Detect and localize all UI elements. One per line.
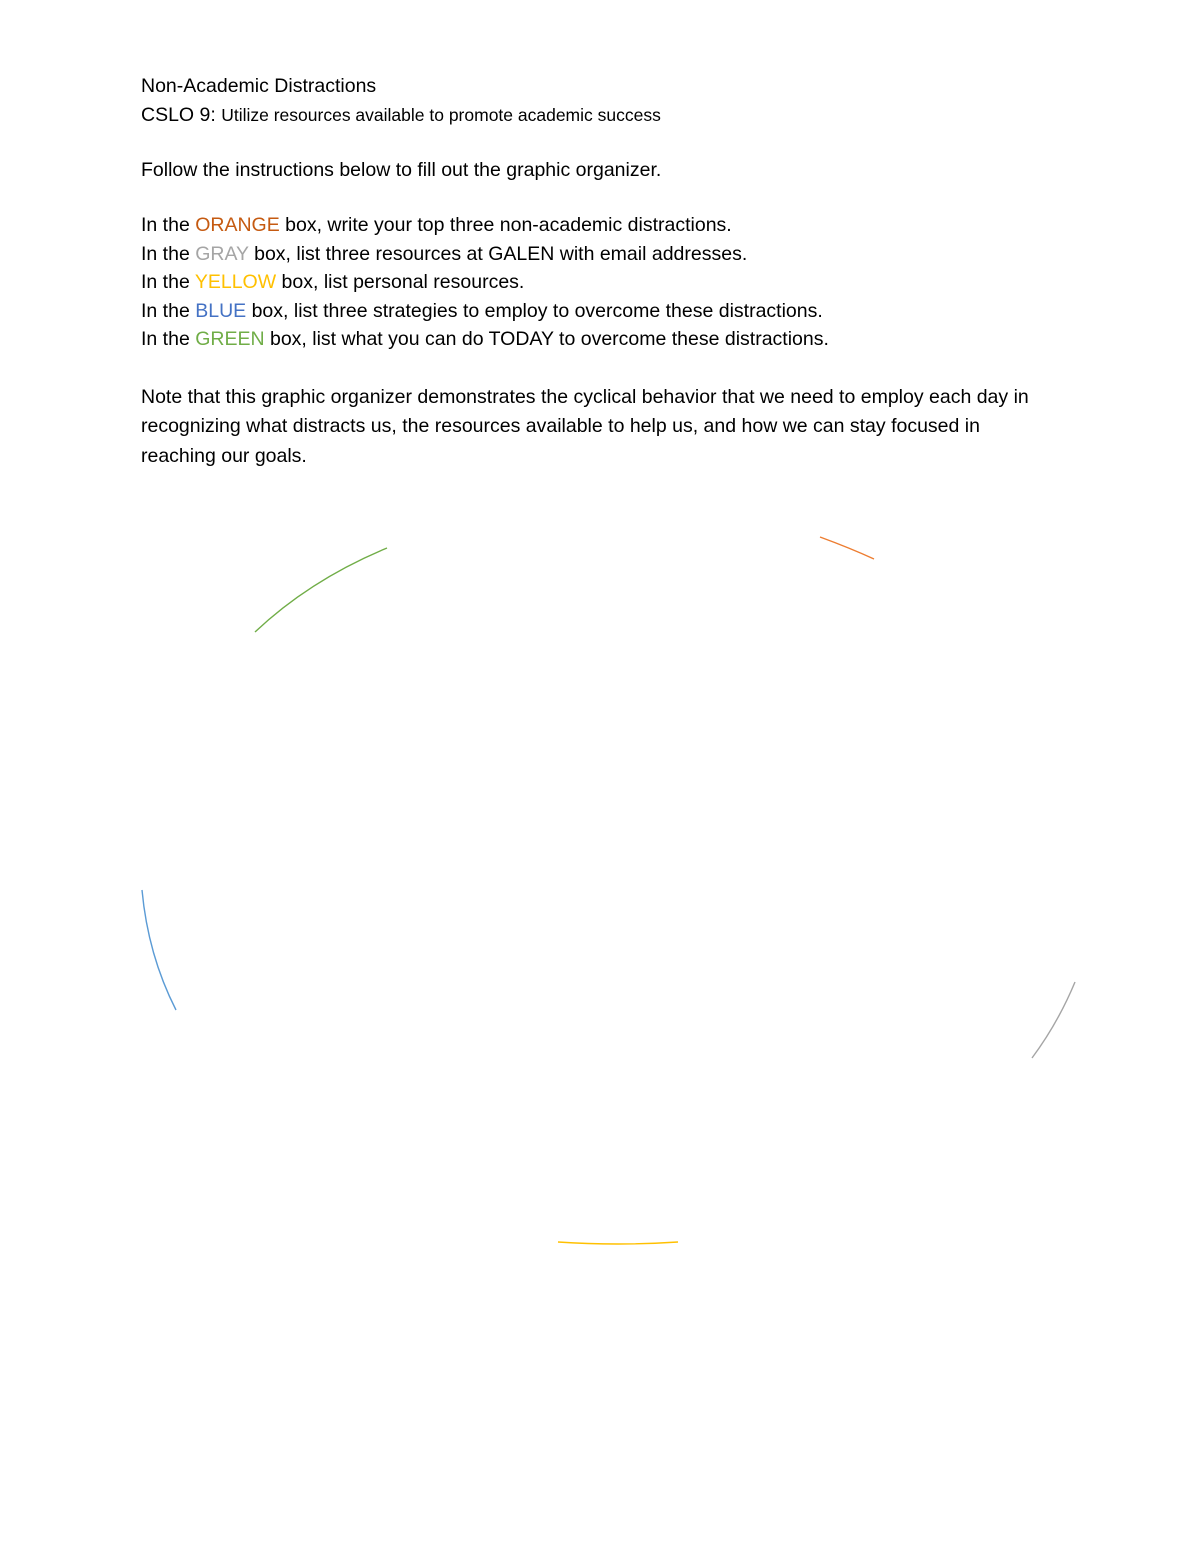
instruction-green	[141, 325, 1041, 354]
keyword-green: GREEN	[195, 328, 265, 350]
instruction-yellow	[141, 268, 1041, 297]
instructions-text-block	[141, 72, 1041, 471]
keyword-blue: BLUE	[195, 299, 247, 322]
keyword-orange: ORANGE	[195, 214, 280, 236]
keyword-yellow: YELLOW	[194, 271, 277, 293]
orange-cycle-arrow	[820, 537, 874, 559]
instruction-suffix: box, list personal resources.	[276, 271, 525, 293]
lead-instruction: Follow the instructions below to fill out the graphic organizer.	[141, 159, 662, 181]
instruction-orange	[141, 211, 1041, 240]
instruction-suffix: box, write your top three non-academic distractions.	[279, 214, 732, 236]
cslo-description: Utilize resources available to promote academic success	[221, 105, 661, 125]
yellow-cycle-arrow	[558, 1242, 678, 1244]
keyword-gray: GRAY	[195, 242, 249, 265]
blue-cycle-arrow	[142, 890, 176, 1010]
color-instructions-list	[141, 211, 1041, 354]
cslo-label: CSLO 9:	[141, 104, 216, 126]
green-cycle-arrow	[255, 548, 387, 632]
gray-cycle-arrow	[1032, 982, 1075, 1058]
document-title: Non-Academic Distractions	[141, 75, 377, 97]
cyclical-note: Note that this graphic organizer demonstrates the cyclical behavior that we need to employ each day in recognizing what distracts us, the resources available to help us, and how we can stay focused in reaching our goals.	[141, 385, 1029, 467]
instruction-prefix: In the	[141, 214, 196, 236]
instruction-suffix: box, list what you can do TODAY to overcome these distractions.	[264, 328, 829, 350]
instruction-prefix: In the	[141, 242, 196, 265]
cslo-line	[141, 100, 1041, 130]
instruction-suffix: box, list three resources at GALEN with email addresses.	[248, 242, 748, 265]
instruction-suffix: box, list three strategies to employ to overcome these distractions.	[246, 299, 823, 322]
instruction-prefix: In the	[141, 328, 196, 350]
instruction-prefix: In the	[141, 271, 195, 293]
instruction-prefix: In the	[141, 299, 196, 322]
instruction-gray	[141, 240, 1041, 269]
instruction-blue	[141, 297, 1041, 326]
